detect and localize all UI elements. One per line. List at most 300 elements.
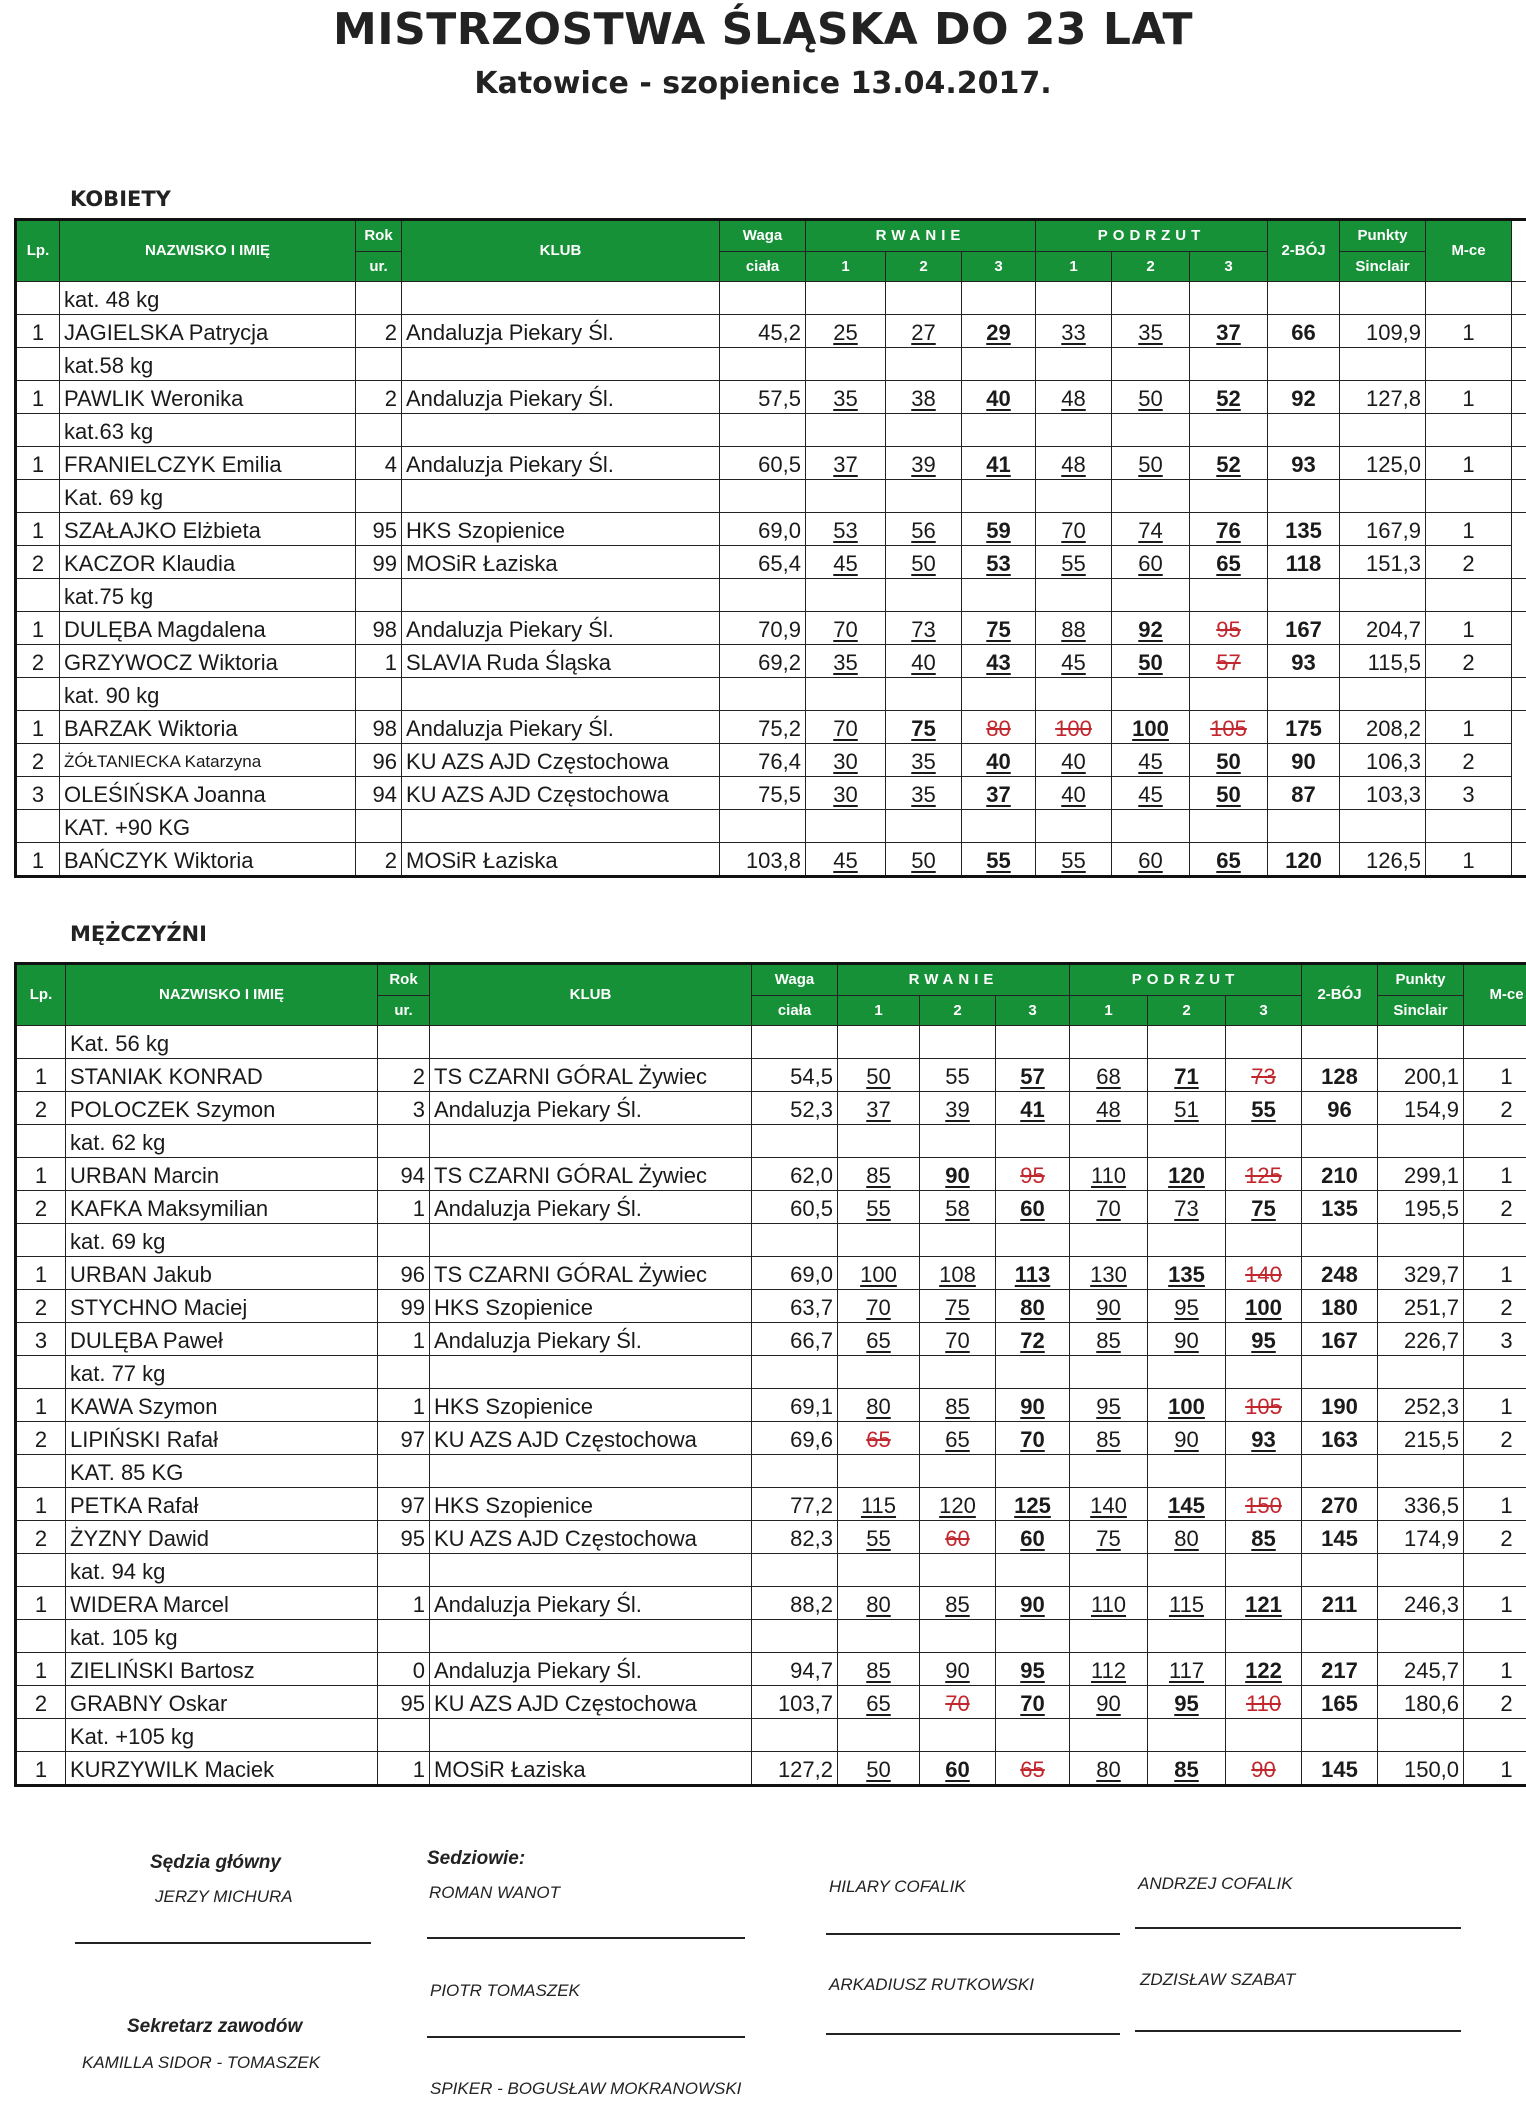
snatch-attempt bbox=[806, 777, 886, 810]
total-result: 190 bbox=[1302, 1389, 1378, 1422]
rank-number: 1 bbox=[16, 843, 60, 877]
snatch-attempt bbox=[996, 1323, 1070, 1356]
jerk-attempt bbox=[1070, 1752, 1148, 1786]
jerk-attempt bbox=[1226, 1488, 1302, 1521]
attempt-value: 50 bbox=[1138, 452, 1163, 477]
judges-title: Sedziowie: bbox=[427, 1848, 526, 1869]
empty-cell bbox=[402, 414, 720, 447]
empty-cell bbox=[886, 480, 962, 513]
attempt-value: 55 bbox=[945, 1064, 970, 1089]
athlete-row bbox=[16, 1488, 1526, 1521]
attempt-value: 73 bbox=[911, 617, 936, 642]
category-row bbox=[16, 810, 1526, 843]
empty-cell bbox=[838, 1026, 920, 1059]
empty-cell bbox=[1340, 348, 1426, 381]
jerk-attempt bbox=[1070, 1323, 1148, 1356]
attempt-value: 50 bbox=[911, 848, 936, 873]
header-n: 3 bbox=[962, 252, 1036, 282]
empty-cell bbox=[1512, 678, 1526, 711]
empty-cell bbox=[886, 810, 962, 843]
attempt-value: 145 bbox=[1168, 1493, 1205, 1518]
empty-cell bbox=[1070, 1356, 1148, 1389]
birth-year: 0 bbox=[378, 1653, 430, 1686]
jerk-attempt bbox=[1070, 1092, 1148, 1125]
rank-number: 1 bbox=[16, 1488, 66, 1521]
empty-cell bbox=[838, 1719, 920, 1752]
attempt-value: 100 bbox=[1055, 716, 1092, 741]
attempt-value: 41 bbox=[986, 452, 1011, 477]
place: 1 bbox=[1426, 447, 1512, 480]
header-club: KLUB bbox=[430, 964, 752, 1026]
jerk-attempt bbox=[1036, 447, 1112, 480]
empty-cell bbox=[1148, 1554, 1226, 1587]
club-name: Andaluzja Piekary Śl. bbox=[402, 711, 720, 744]
snatch-attempt bbox=[962, 777, 1036, 810]
attempt-value: 85 bbox=[1251, 1526, 1276, 1551]
header-boj: 2-BÓJ bbox=[1302, 964, 1378, 1026]
jerk-attempt bbox=[1070, 1257, 1148, 1290]
secretary-name: KAMILLA SIDOR - TOMASZEK bbox=[82, 2053, 321, 2072]
category-row bbox=[16, 579, 1526, 612]
athlete-name: JAGIELSKA Patrycja bbox=[60, 315, 356, 348]
place: 1 bbox=[1464, 1653, 1526, 1686]
rank-number: 1 bbox=[16, 1587, 66, 1620]
total-result: 145 bbox=[1302, 1752, 1378, 1786]
empty-cell bbox=[1512, 348, 1526, 381]
attempt-value: 95 bbox=[1020, 1163, 1045, 1188]
birth-year: 98 bbox=[356, 612, 402, 645]
attempt-value: 72 bbox=[1020, 1328, 1045, 1353]
attempt-value: 53 bbox=[833, 518, 858, 543]
empty-cell bbox=[886, 282, 962, 315]
header-n: 1 bbox=[1070, 996, 1148, 1026]
empty-cell bbox=[378, 1356, 430, 1389]
empty-cell bbox=[378, 1224, 430, 1257]
attempt-value: 75 bbox=[1251, 1196, 1276, 1221]
total-result: 93 bbox=[1268, 447, 1340, 480]
category-row bbox=[16, 678, 1526, 711]
snatch-attempt bbox=[962, 711, 1036, 744]
results-table-women bbox=[14, 218, 1526, 878]
empty-cell bbox=[402, 678, 720, 711]
snatch-attempt bbox=[920, 1488, 996, 1521]
empty-cell bbox=[996, 1356, 1070, 1389]
empty-cell bbox=[16, 1125, 66, 1158]
category-label: Kat. +105 kg bbox=[66, 1719, 378, 1752]
jerk-attempt bbox=[1070, 1653, 1148, 1686]
snatch-attempt bbox=[920, 1587, 996, 1620]
birth-year: 96 bbox=[378, 1257, 430, 1290]
empty-cell bbox=[920, 1455, 996, 1488]
attempt-value: 75 bbox=[911, 716, 936, 741]
empty-cell bbox=[920, 1224, 996, 1257]
empty-cell bbox=[1378, 1455, 1464, 1488]
empty-cell bbox=[430, 1455, 752, 1488]
total-result: 165 bbox=[1302, 1686, 1378, 1719]
speaker-name: SPIKER - BOGUSŁAW MOKRANOWSKI bbox=[430, 2079, 742, 2098]
empty-cell bbox=[996, 1125, 1070, 1158]
jerk-attempt bbox=[1036, 711, 1112, 744]
jerk-attempt bbox=[1112, 777, 1190, 810]
empty-cell bbox=[962, 678, 1036, 711]
empty-cell bbox=[1302, 1719, 1378, 1752]
empty-cell bbox=[752, 1125, 838, 1158]
attempt-value: 65 bbox=[945, 1427, 970, 1452]
snatch-attempt bbox=[806, 447, 886, 480]
jerk-attempt bbox=[1226, 1257, 1302, 1290]
attempt-value: 51 bbox=[1174, 1097, 1199, 1122]
category-row bbox=[16, 1719, 1526, 1752]
jerk-attempt bbox=[1148, 1488, 1226, 1521]
attempt-value: 105 bbox=[1210, 716, 1247, 741]
place: 2 bbox=[1464, 1686, 1526, 1719]
athlete-row bbox=[16, 1059, 1526, 1092]
header-rok: Rok bbox=[356, 220, 402, 252]
empty-cell bbox=[720, 579, 806, 612]
attempt-value: 130 bbox=[1090, 1262, 1127, 1287]
snatch-attempt bbox=[996, 1059, 1070, 1092]
snatch-attempt bbox=[920, 1653, 996, 1686]
jerk-attempt bbox=[1190, 843, 1268, 877]
sinclair-points: 299,1 bbox=[1378, 1158, 1464, 1191]
attempt-value: 45 bbox=[1138, 749, 1163, 774]
attempt-value: 100 bbox=[860, 1262, 897, 1287]
attempt-value: 52 bbox=[1216, 452, 1241, 477]
header-waga: Waga bbox=[720, 220, 806, 252]
sinclair-points: 329,7 bbox=[1378, 1257, 1464, 1290]
empty-cell bbox=[1148, 1455, 1226, 1488]
jerk-attempt bbox=[1036, 843, 1112, 877]
empty-cell bbox=[996, 1554, 1070, 1587]
attempt-value: 40 bbox=[1061, 782, 1086, 807]
birth-year: 97 bbox=[378, 1422, 430, 1455]
signature-line bbox=[427, 1937, 745, 1939]
total-result: 118 bbox=[1268, 546, 1340, 579]
birth-year: 95 bbox=[378, 1521, 430, 1554]
attempt-value: 70 bbox=[866, 1295, 891, 1320]
empty-cell bbox=[402, 480, 720, 513]
attempt-value: 70 bbox=[833, 716, 858, 741]
snatch-attempt bbox=[886, 447, 962, 480]
empty-cell bbox=[962, 810, 1036, 843]
header-rok: ur. bbox=[378, 996, 430, 1026]
header-name: NAZWISKO I IMIĘ bbox=[60, 220, 356, 282]
jerk-attempt bbox=[1148, 1323, 1226, 1356]
jerk-attempt bbox=[1112, 744, 1190, 777]
birth-year: 2 bbox=[356, 315, 402, 348]
empty-cell bbox=[1226, 1026, 1302, 1059]
signature-line bbox=[427, 2036, 745, 2038]
athlete-row bbox=[16, 1389, 1526, 1422]
place: 2 bbox=[1464, 1191, 1526, 1224]
place: 2 bbox=[1426, 645, 1512, 678]
snatch-attempt bbox=[962, 744, 1036, 777]
attempt-value: 60 bbox=[1020, 1526, 1045, 1551]
jerk-attempt bbox=[1190, 645, 1268, 678]
section-title-women: KOBIETY bbox=[70, 187, 171, 211]
judge-name: ROMAN WANOT bbox=[429, 1883, 560, 1902]
header-n: 3 bbox=[996, 996, 1070, 1026]
header-waga: ciała bbox=[752, 996, 838, 1026]
jerk-attempt bbox=[1226, 1158, 1302, 1191]
sinclair-points: 115,5 bbox=[1340, 645, 1426, 678]
rank-number: 2 bbox=[16, 1686, 66, 1719]
snatch-attempt bbox=[996, 1257, 1070, 1290]
empty-cell bbox=[1378, 1224, 1464, 1257]
attempt-value: 48 bbox=[1061, 452, 1086, 477]
club-name: SLAVIA Ruda Śląska bbox=[402, 645, 720, 678]
header-mce: M-ce bbox=[1426, 220, 1512, 282]
empty-cell bbox=[886, 579, 962, 612]
empty-cell bbox=[1302, 1356, 1378, 1389]
attempt-value: 73 bbox=[1251, 1064, 1276, 1089]
page-subtitle: Katowice - szopienice 13.04.2017. bbox=[474, 66, 1052, 101]
header-n: 3 bbox=[1226, 996, 1302, 1026]
club-name: TS CZARNI GÓRAL Żywiec bbox=[430, 1257, 752, 1290]
empty-cell bbox=[1302, 1224, 1378, 1257]
attempt-value: 55 bbox=[866, 1196, 891, 1221]
empty-cell bbox=[1464, 1026, 1526, 1059]
jerk-attempt bbox=[1070, 1059, 1148, 1092]
category-label: kat. 69 kg bbox=[66, 1224, 378, 1257]
empty-cell bbox=[752, 1026, 838, 1059]
snatch-attempt bbox=[838, 1587, 920, 1620]
rank-number: 2 bbox=[16, 1521, 66, 1554]
snatch-attempt bbox=[920, 1158, 996, 1191]
birth-year: 2 bbox=[356, 843, 402, 877]
empty-cell bbox=[1190, 282, 1268, 315]
judge-name: ZDZISŁAW SZABAT bbox=[1140, 1970, 1296, 1989]
empty-cell bbox=[1148, 1620, 1226, 1653]
snatch-attempt bbox=[920, 1752, 996, 1786]
attempt-value: 140 bbox=[1090, 1493, 1127, 1518]
attempt-value: 58 bbox=[945, 1196, 970, 1221]
empty-cell bbox=[720, 480, 806, 513]
attempt-value: 93 bbox=[1251, 1427, 1276, 1452]
total-result: 248 bbox=[1302, 1257, 1378, 1290]
attempt-value: 95 bbox=[1174, 1295, 1199, 1320]
header-n: 2 bbox=[886, 252, 962, 282]
jerk-attempt bbox=[1148, 1191, 1226, 1224]
total-result: 270 bbox=[1302, 1488, 1378, 1521]
attempt-value: 40 bbox=[986, 749, 1011, 774]
category-label: KAT. +90 KG bbox=[60, 810, 356, 843]
sinclair-points: 251,7 bbox=[1378, 1290, 1464, 1323]
empty-cell bbox=[838, 1356, 920, 1389]
category-row bbox=[16, 1026, 1526, 1059]
attempt-value: 85 bbox=[945, 1592, 970, 1617]
empty-cell bbox=[1268, 579, 1340, 612]
attempt-value: 95 bbox=[1096, 1394, 1121, 1419]
birth-year: 1 bbox=[356, 645, 402, 678]
header-rok: Rok bbox=[378, 964, 430, 996]
body-weight: 63,7 bbox=[752, 1290, 838, 1323]
attempt-value: 45 bbox=[1061, 650, 1086, 675]
snatch-attempt bbox=[838, 1158, 920, 1191]
empty-cell bbox=[16, 1026, 66, 1059]
attempt-value: 125 bbox=[1245, 1163, 1282, 1188]
judge-name: ARKADIUSZ RUTKOWSKI bbox=[829, 1975, 1034, 1994]
jerk-attempt bbox=[1148, 1686, 1226, 1719]
club-name: Andaluzja Piekary Śl. bbox=[402, 315, 720, 348]
birth-year: 98 bbox=[356, 711, 402, 744]
athlete-row bbox=[16, 843, 1526, 877]
judge-name: PIOTR TOMASZEK bbox=[430, 1981, 580, 2000]
rank-number: 1 bbox=[16, 1158, 66, 1191]
empty-cell bbox=[1464, 1554, 1526, 1587]
empty-cell bbox=[1378, 1554, 1464, 1587]
snatch-attempt bbox=[806, 711, 886, 744]
empty-cell bbox=[1148, 1356, 1226, 1389]
empty-cell bbox=[1036, 282, 1112, 315]
club-name: HKS Szopienice bbox=[430, 1488, 752, 1521]
attempt-value: 73 bbox=[1174, 1196, 1199, 1221]
sinclair-points: 103,3 bbox=[1340, 777, 1426, 810]
club-name: Andaluzja Piekary Śl. bbox=[430, 1323, 752, 1356]
attempt-value: 35 bbox=[911, 782, 936, 807]
snatch-attempt bbox=[886, 645, 962, 678]
category-row bbox=[16, 348, 1526, 381]
attempt-value: 57 bbox=[1020, 1064, 1045, 1089]
body-weight: 127,2 bbox=[752, 1752, 838, 1786]
jerk-attempt bbox=[1190, 744, 1268, 777]
empty-cell bbox=[920, 1620, 996, 1653]
total-result: 175 bbox=[1268, 711, 1340, 744]
jerk-attempt bbox=[1112, 447, 1190, 480]
athlete-name: STANIAK KONRAD bbox=[66, 1059, 378, 1092]
sinclair-points: 127,8 bbox=[1340, 381, 1426, 414]
athlete-name: LIPIŃSKI Rafał bbox=[66, 1422, 378, 1455]
empty-cell bbox=[1148, 1026, 1226, 1059]
place: 1 bbox=[1426, 513, 1512, 546]
empty-cell bbox=[752, 1224, 838, 1257]
athlete-row bbox=[16, 777, 1526, 810]
sinclair-points: 154,9 bbox=[1378, 1092, 1464, 1125]
birth-year: 99 bbox=[356, 546, 402, 579]
club-name: Andaluzja Piekary Śl. bbox=[402, 447, 720, 480]
empty-cell bbox=[806, 579, 886, 612]
body-weight: 69,1 bbox=[752, 1389, 838, 1422]
sinclair-points: 246,3 bbox=[1378, 1587, 1464, 1620]
athlete-name: POLOCZEK Szymon bbox=[66, 1092, 378, 1125]
attempt-value: 100 bbox=[1245, 1295, 1282, 1320]
empty-cell bbox=[378, 1125, 430, 1158]
empty-cell bbox=[886, 678, 962, 711]
attempt-value: 65 bbox=[1020, 1757, 1045, 1782]
athlete-name: PAWLIK Weronika bbox=[60, 381, 356, 414]
athlete-name: ŻYZNY Dawid bbox=[66, 1521, 378, 1554]
attempt-value: 29 bbox=[986, 320, 1011, 345]
header-n: 1 bbox=[1036, 252, 1112, 282]
attempt-value: 30 bbox=[833, 749, 858, 774]
attempt-value: 30 bbox=[833, 782, 858, 807]
empty-cell bbox=[1226, 1719, 1302, 1752]
athlete-row bbox=[16, 1092, 1526, 1125]
attempt-value: 70 bbox=[1061, 518, 1086, 543]
attempt-value: 95 bbox=[1174, 1691, 1199, 1716]
empty-cell bbox=[1512, 810, 1526, 843]
attempt-value: 76 bbox=[1216, 518, 1241, 543]
jerk-attempt bbox=[1112, 546, 1190, 579]
empty-cell bbox=[1036, 348, 1112, 381]
empty-cell bbox=[920, 1554, 996, 1587]
sinclair-points: 126,5 bbox=[1340, 843, 1426, 877]
header-n: 2 bbox=[920, 996, 996, 1026]
jerk-attempt bbox=[1070, 1191, 1148, 1224]
jerk-attempt bbox=[1112, 843, 1190, 877]
empty-cell bbox=[1190, 579, 1268, 612]
empty-cell bbox=[1426, 282, 1512, 315]
header-n: 1 bbox=[838, 996, 920, 1026]
empty-cell bbox=[806, 414, 886, 447]
sinclair-points: 106,3 bbox=[1340, 744, 1426, 777]
birth-year: 97 bbox=[378, 1488, 430, 1521]
body-weight: 62,0 bbox=[752, 1158, 838, 1191]
empty-cell bbox=[16, 1356, 66, 1389]
attempt-value: 70 bbox=[1020, 1691, 1045, 1716]
snatch-attempt bbox=[838, 1290, 920, 1323]
jerk-attempt bbox=[1070, 1488, 1148, 1521]
attempt-value: 50 bbox=[1216, 782, 1241, 807]
jerk-attempt bbox=[1148, 1059, 1226, 1092]
birth-year: 4 bbox=[356, 447, 402, 480]
athlete-name: URBAN Marcin bbox=[66, 1158, 378, 1191]
snatch-attempt bbox=[962, 546, 1036, 579]
jerk-attempt bbox=[1112, 381, 1190, 414]
birth-year: 2 bbox=[356, 381, 402, 414]
birth-year: 1 bbox=[378, 1587, 430, 1620]
birth-year: 1 bbox=[378, 1323, 430, 1356]
empty-cell bbox=[430, 1026, 752, 1059]
empty-cell bbox=[838, 1125, 920, 1158]
empty-cell bbox=[886, 414, 962, 447]
jerk-attempt bbox=[1070, 1587, 1148, 1620]
attempt-value: 108 bbox=[939, 1262, 976, 1287]
athlete-name: GRABNY Oskar bbox=[66, 1686, 378, 1719]
attempt-value: 70 bbox=[1096, 1196, 1121, 1221]
attempt-value: 80 bbox=[986, 716, 1011, 741]
snatch-attempt bbox=[806, 381, 886, 414]
header-n: 3 bbox=[1190, 252, 1268, 282]
place: 2 bbox=[1464, 1521, 1526, 1554]
empty-cell bbox=[1070, 1554, 1148, 1587]
attempt-value: 71 bbox=[1174, 1064, 1199, 1089]
chief-judge-title: Sędzia główny bbox=[150, 1852, 281, 1873]
rank-number: 1 bbox=[16, 1389, 66, 1422]
jerk-attempt bbox=[1226, 1191, 1302, 1224]
birth-year: 94 bbox=[356, 777, 402, 810]
snatch-attempt bbox=[962, 843, 1036, 877]
attempt-value: 48 bbox=[1061, 386, 1086, 411]
snatch-attempt bbox=[838, 1653, 920, 1686]
empty-cell bbox=[752, 1356, 838, 1389]
category-row bbox=[16, 1455, 1526, 1488]
empty-cell bbox=[430, 1719, 752, 1752]
empty-cell bbox=[1378, 1620, 1464, 1653]
club-name: HKS Szopienice bbox=[430, 1290, 752, 1323]
empty-cell bbox=[1378, 1719, 1464, 1752]
snatch-attempt bbox=[886, 315, 962, 348]
attempt-value: 95 bbox=[1020, 1658, 1045, 1683]
club-name: Andaluzja Piekary Śl. bbox=[402, 612, 720, 645]
jerk-attempt bbox=[1036, 612, 1112, 645]
empty-cell bbox=[1464, 1356, 1526, 1389]
rank-number: 2 bbox=[16, 546, 60, 579]
snatch-attempt bbox=[920, 1257, 996, 1290]
birth-year: 1 bbox=[378, 1389, 430, 1422]
category-label: kat. 48 kg bbox=[60, 282, 356, 315]
category-row bbox=[16, 1554, 1526, 1587]
